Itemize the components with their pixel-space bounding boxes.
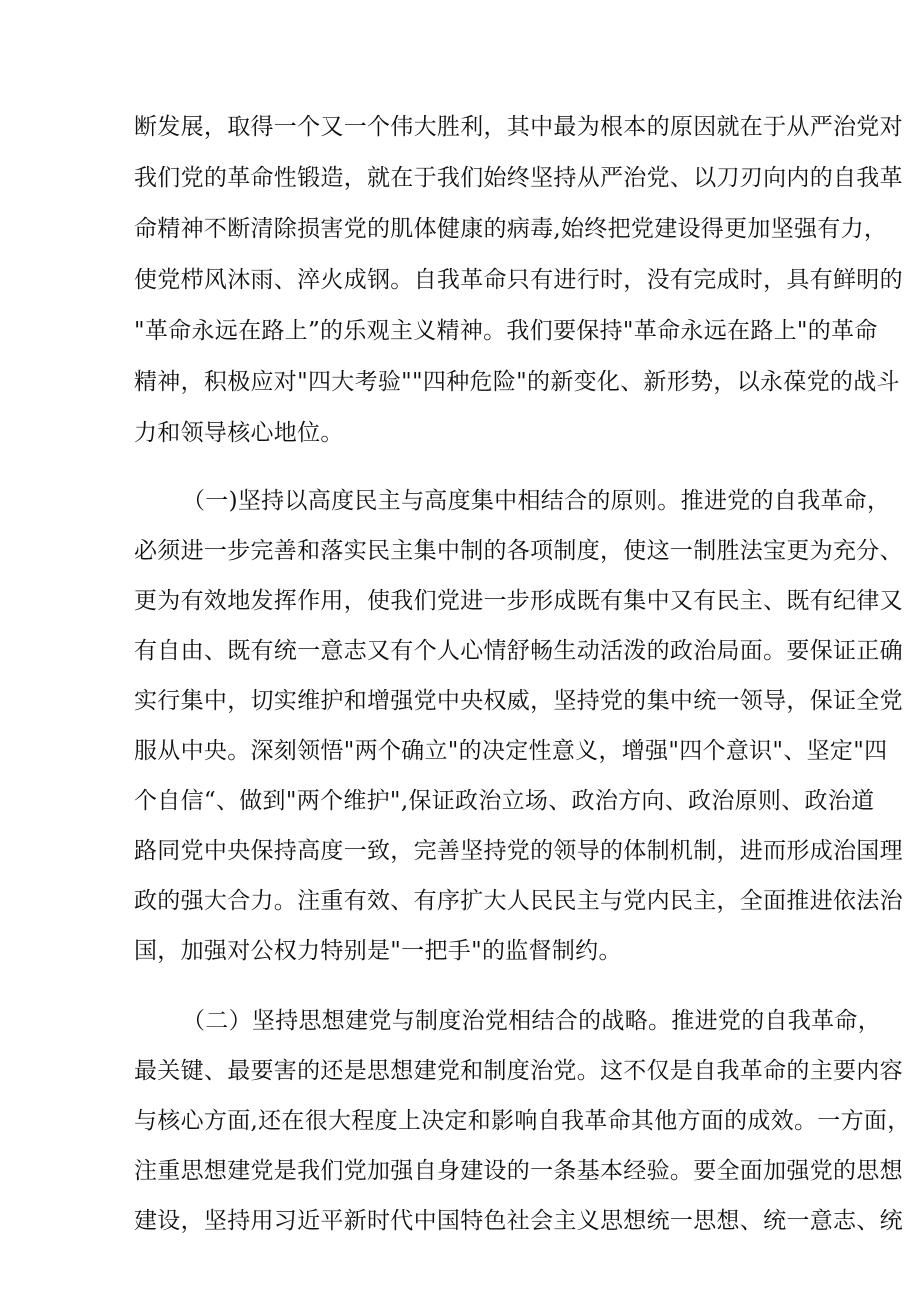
text-line: 使党栉风沐雨、淬火成钢。自我革命只有进行时，没有完成时，具有鲜明的 (134, 267, 903, 293)
text-line: 精神，积极应对"四大考验""四种危险"的新变化、新形势，以永葆党的战斗 (134, 369, 900, 395)
text-line: 力和领导核心地位。 (134, 420, 344, 446)
text-line: 必须进一步完善和落实民主集中制的各项制度，使这一制胜法宝更为充分、 (134, 538, 903, 564)
text-line: 路同党中央保持高度一致，完善坚持党的领导的体制机制，进而形成治国理 (134, 838, 903, 864)
text-line: 命精神不断清除损害党的肌体健康的病毒,始终把党建设得更加坚强有力， (134, 216, 888, 242)
text-line: 服从中央。深刻领悟"两个确立"的决定性意义，增强"四个意识"、坚定"四 (134, 738, 888, 764)
text-line: 最关键、最要害的还是思想建党和制度治党。这不仅是自我革命的主要内容 (134, 1058, 903, 1084)
text-line: "革命永远在路上”的乐观主义精神。我们要保持"革命永远在路上"的革命 (134, 318, 878, 344)
text-line: 断发展，取得一个又一个伟大胜利，其中最为根本的原因就在于从严治党对 (134, 114, 903, 140)
text-line: 我们党的革命性锻造，就在于我们始终坚持从严治党、以刀刃向内的自我革 (134, 165, 903, 191)
text-line: 个自信“、做到"两个维护",保证政治立场、政治方向、政治原则、政治道 (134, 788, 875, 814)
text-line: 更为有效地发挥作用，使我们党进一步形成既有集中又有民主、既有纪律又 (134, 588, 903, 614)
text-line: 建设，坚持用习近平新时代中国特色社会主义思想统一思想、统一意志、统 (134, 1208, 903, 1234)
text-line: 政的强大合力。注重有效、有序扩大人民民主与党内民主，全面推进依法治 (134, 888, 903, 914)
text-line: 国，加强对公权力特别是"一把手"的监督制约。 (134, 938, 622, 964)
section-heading-line: （一)坚持以高度民主与高度集中相结合的原则。推进党的自我革命， (182, 488, 891, 514)
text-line: 实行集中，切实维护和增强党中央权威，坚持党的集中统一领导，保证全党 (134, 688, 903, 714)
text-line: 有自由、既有统一意志又有个人心情舒畅生动活泼的政治局面。要保证正确 (134, 638, 903, 664)
text-line: 与核心方面,还在很大程度上决定和影响自我革命其他方面的成效。一方面， (134, 1108, 911, 1134)
section-heading-line: （二）坚持思想建党与制度治党相结合的战略。推进党的自我革命， (182, 1008, 881, 1034)
text-line: 注重思想建党是我们党加强自身建设的一条基本经验。要全面加强党的思想 (134, 1158, 903, 1184)
